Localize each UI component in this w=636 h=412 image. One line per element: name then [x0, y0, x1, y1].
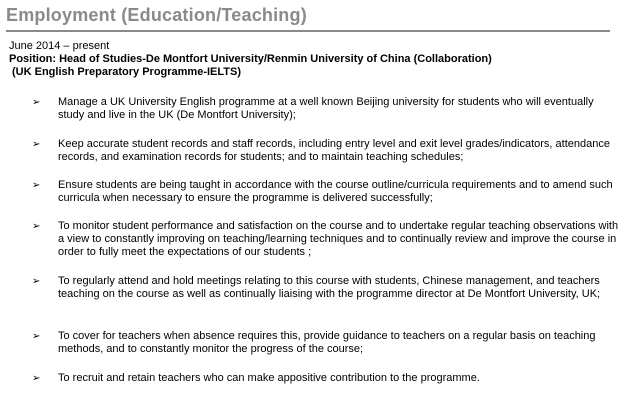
- section-title: Employment (Education/Teaching): [6, 5, 307, 25]
- list-item: [30, 138, 620, 164]
- job-programme: (UK English Preparatory Programme-IELTS): [12, 66, 242, 78]
- list-item-text: Ensure students are being taught in accordance with the course outline/curricula requirements and to amend such curricula when necessary to ensure the programme is delivered successfully;: [58, 179, 613, 204]
- arrowhead-bullet-icon: ➢: [32, 276, 41, 287]
- list-item-text: Keep accurate student records and staff records, including entry level and exit level grades/indicators, attendance records, and examination records for students; and to maintain teaching schedules;: [58, 138, 610, 163]
- job-position: Position: Head of Studies-De Montfort University/Renmin University of China (Collaboration): [9, 53, 492, 65]
- arrowhead-bullet-icon: ➢: [32, 221, 41, 232]
- list-item-text: To monitor student performance and satisfaction on the course and to undertake regular teaching observations with a view to constantly improving on teaching/learning techniques and to continually review and improve the course in order to fully meet the expectations of our students ;: [58, 220, 619, 258]
- list-item: [30, 96, 620, 122]
- arrowhead-bullet-icon: ➢: [32, 97, 41, 108]
- list-item-text: To recruit and retain teachers who can make appositive contribution to the programme.: [58, 372, 480, 384]
- list-item: [30, 179, 620, 205]
- list-item-text: To cover for teachers when absence requires this, provide guidance to teachers on a regular basis on teaching methods, and to constantly monitor the progress of the course;: [58, 330, 596, 355]
- arrowhead-bullet-icon: ➢: [32, 139, 41, 150]
- arrowhead-bullet-icon: ➢: [32, 331, 41, 342]
- list-item: [30, 372, 620, 385]
- job-date: June 2014 – present: [9, 40, 110, 52]
- list-item-text: Manage a UK University English programme at a well known Beijing university for students who will eventually study and live in the UK (De Montfort University);: [58, 96, 594, 121]
- list-item: [30, 330, 620, 356]
- arrowhead-bullet-icon: ➢: [32, 180, 41, 191]
- arrowhead-bullet-icon: ➢: [32, 373, 41, 384]
- list-item: [30, 220, 620, 259]
- list-item-text: To regularly attend and hold meetings relating to this course with students, Chinese management, and teachers teaching on the course as well as continually liaising with the programme director at De Montfort University, UK;: [58, 275, 601, 300]
- list-item: [30, 275, 620, 301]
